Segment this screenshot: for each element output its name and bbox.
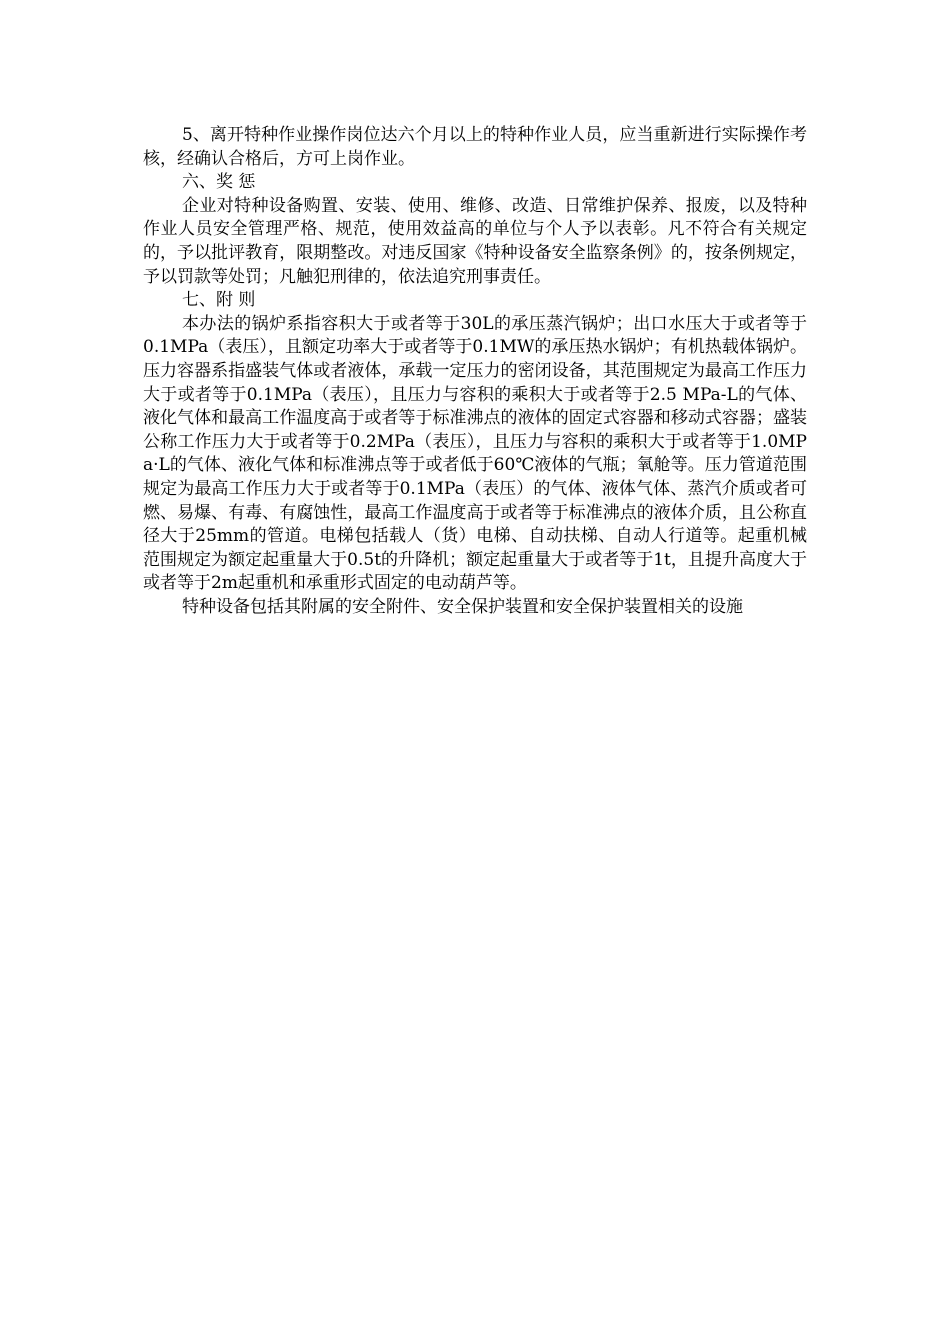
paragraph-accessories: 特种设备包括其附属的安全附件、安全保护装置和安全保护装置相关的设施 xyxy=(182,596,743,617)
paragraph-item-5: 5、离开特种作业操作岗位达六个月以上的特种作业人员，应当重新进行实际操作考核，经确认合格后，方可上岗作业。 xyxy=(143,125,807,169)
paragraph-rewards-penalties: 企业对特种设备购置、安装、使用、维修、改造、日常维护保养、报废，以及特种作业人员安全管理严格、规范，使用效益高的单位与个人予以表彰。凡不符合有关规定的，予以批评教育，限期整改。对违反国家《特种设备安全监察条例》的，按条例规定，予以罚款等处罚；凡触犯刑律的，依法追究刑事责任。 xyxy=(143,195,807,287)
section-heading-supplementary: 七、附 则 xyxy=(182,290,256,311)
paragraph-definitions: 本办法的锅炉系指容积大于或者等于30L的承压蒸汽锅炉；出口水压大于或者等于0.1MPa（表压），且额定功率大于或者等于0.1MW的承压热水锅炉；有机热载体锅炉。压力容器系指盛装气体或者液体，承载一定压力的密闭设备，其范围规定为最高工作压力大于或者等于0.1MPa（表压），且压力与容积的乘积大于或者等于2.5 MPa-L的气体、液化气体和最高工作温度高于或者等于标准沸点的液体的固定式容器和移动式容器；盛装公称工作压力大于或者等于0.2MPa（表压），且压力与容积的乘积大于或者等于1.0MPa·L的气体、液化气体和标准沸点等于或者低于60℃液体的气瓶；氧舱等。压力管道范围规定为最高工作压力大于或者等于0.1MPa（表压）的气体、液体气体、蒸汽介质或者可燃、易爆、有毒、有腐蚀性，最高工作温度高于或者等于标准沸点的液体介质，且公称直径大于25mm的管道。电梯包括载人（货）电梯、自动扶梯、自动人行道等。起重机械范围规定为额定起重量大于0.5t的升降机；额定起重量大于或者等于1t，且提升高度大于或者等于2m起重机和承重形式固定的电动葫芦等。 xyxy=(143,313,807,594)
document-body xyxy=(143,124,807,619)
section-heading-rewards-penalties: 六、奖 惩 xyxy=(182,172,256,193)
